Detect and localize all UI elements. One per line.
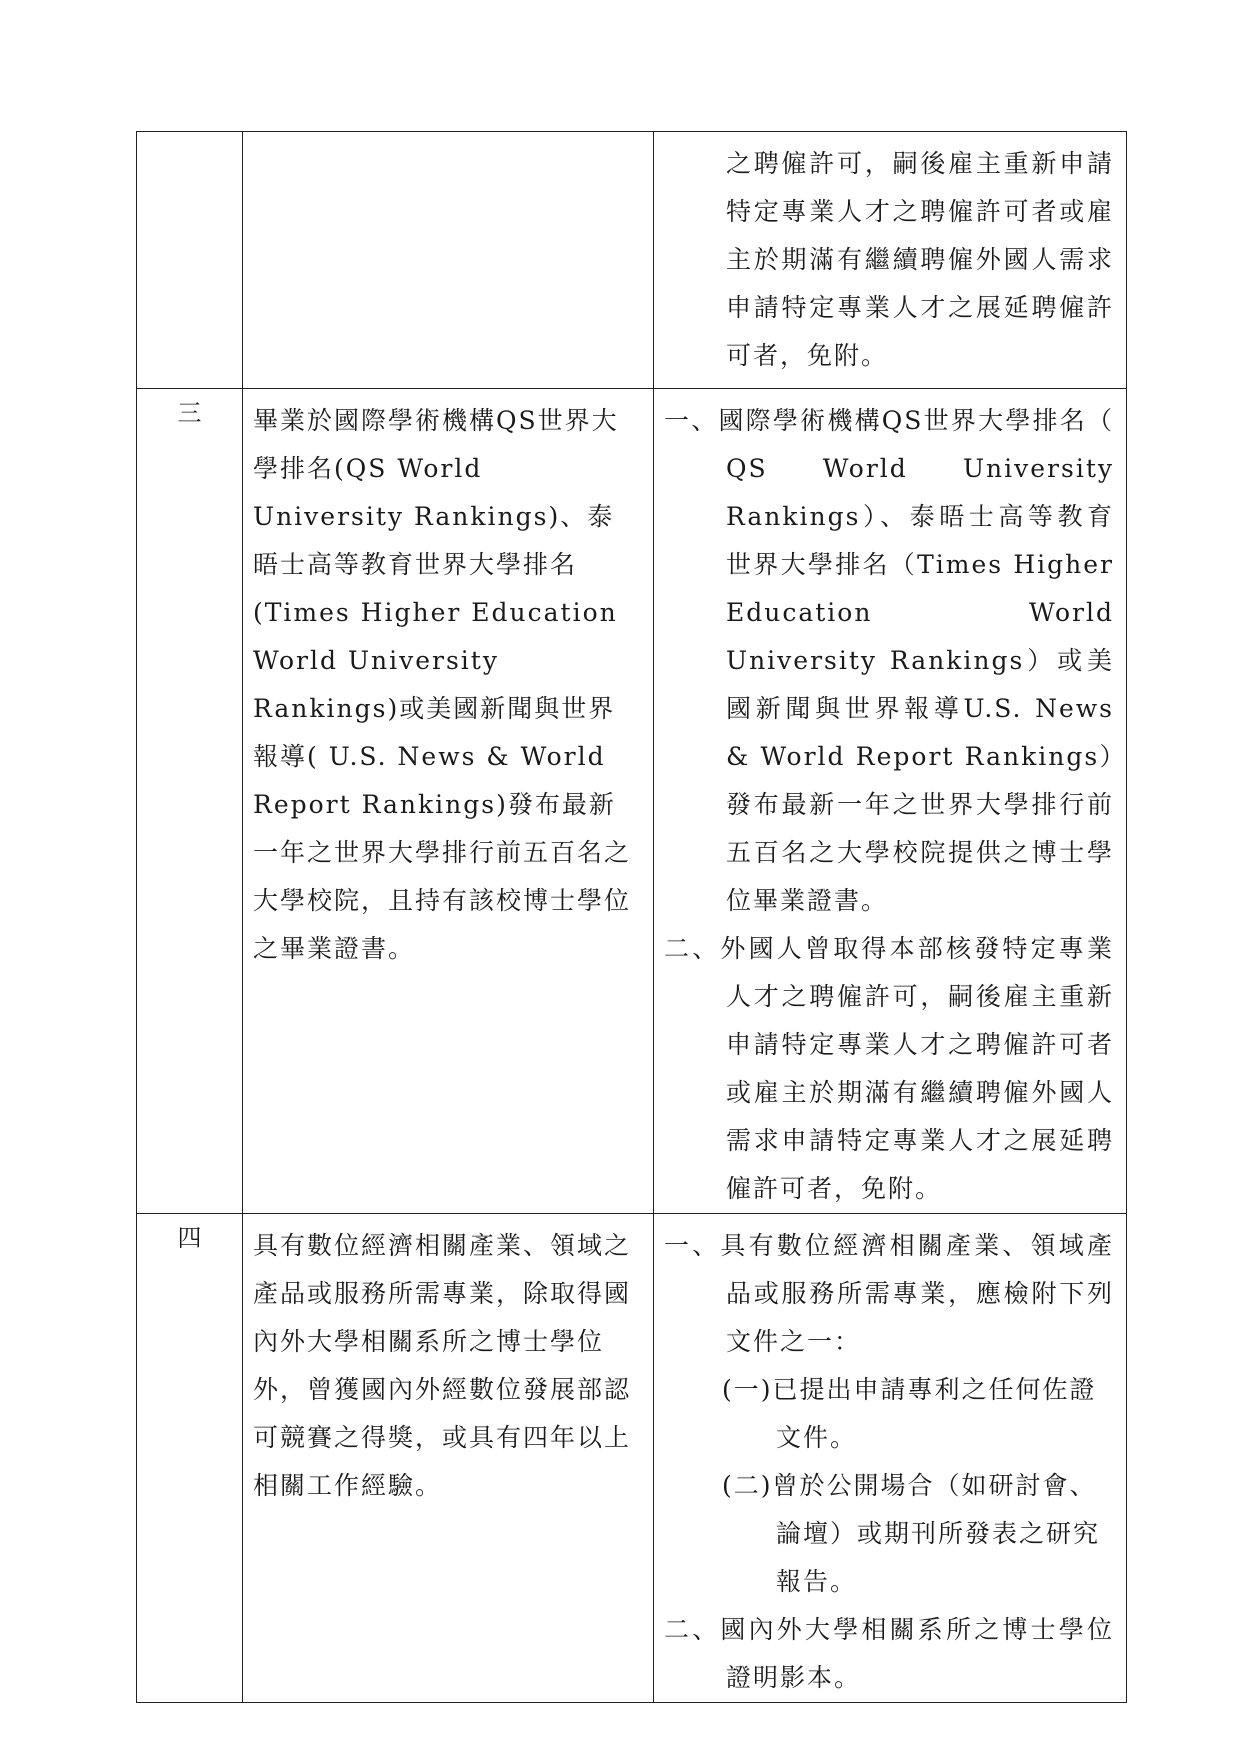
row-number-cell: 三 — [137, 389, 243, 1214]
item-marker: 二、 — [664, 934, 721, 963]
table-row — [137, 132, 1127, 389]
condition-cell — [243, 1214, 654, 1703]
documents-cell — [654, 1214, 1127, 1703]
requirements-table — [136, 131, 1127, 1703]
continued-text: 之聘僱許可，嗣後雇主重新申請特定專業人才之聘僱許可者或雇主於期滿有繼續聘僱外國人需求申請特定專業人才之展延聘僱許可者，免附。 — [726, 149, 1114, 370]
documents-cell — [654, 132, 1127, 389]
condition-cell — [243, 389, 654, 1214]
document-subitem — [664, 1366, 1114, 1462]
condition-text: 具有數位經濟相關產業、領域之產品或服務所需專業，除取得國內外大學相關系所之博士學位外，曾獲國內外經數位發展部認可競賽之得獎，或具有四年以上相關工作經驗。 — [253, 1231, 632, 1500]
document-subitem — [664, 1462, 1114, 1606]
documents-cell — [654, 389, 1127, 1214]
item-marker: 一、 — [664, 406, 719, 435]
subitem-marker: (二) — [722, 1471, 773, 1500]
condition-cell — [243, 132, 654, 389]
item-text: 外國人曾取得本部核發特定專業人才之聘僱許可，嗣後雇主重新申請特定專業人才之聘僱許可者或雇主於期滿有繼續聘僱外國人需求申請特定專業人才之展延聘僱許可者，免附。 — [720, 934, 1114, 1203]
item-text: 國內外大學相關系所之博士學位證明影本。 — [720, 1615, 1114, 1692]
table-row — [137, 389, 1127, 1214]
item-marker: 一、 — [664, 1231, 721, 1260]
document-item — [664, 1222, 1114, 1366]
table-row — [137, 1214, 1127, 1703]
subitem-marker: (一) — [722, 1375, 773, 1404]
item-marker: 二、 — [664, 1615, 721, 1644]
item-text: 國際學術機構QS世界大學排名（ QS World University Rankings）、泰晤士高等教育世界大學排名（Times Higher Education World University Rankings）或美國新聞與世界報導U.S. News & World Report Rankings）發布最新一年之世界大學排行前五百名之大學校院提供之博士學位畢業證書。 — [718, 406, 1114, 915]
item-text: 具有數位經濟相關產業、領域產品或服務所需專業，應檢附下列文件之一： — [720, 1231, 1114, 1356]
document-item — [664, 1606, 1114, 1702]
document-item — [664, 925, 1114, 1213]
document-item — [664, 397, 1114, 925]
subitem-text: 曾於公開場合（如研討會、論壇）或期刊所發表之研究報告。 — [772, 1471, 1101, 1596]
subitem-text: 已提出申請專利之任何佐證文件。 — [772, 1375, 1097, 1452]
condition-text: 畢業於國際學術機構QS世界大學排名(QS World University Rankings)、泰晤士高等教育世界大學排名(Times Higher Education World University Rankings)或美國新聞與世界報導( U.S. News & World Report Rankings)發布最新一年之世界大學排行前五百名之大學校院，且持有該校博士學位之畢業證書。 — [253, 406, 632, 963]
row-number-cell: 四 — [137, 1214, 243, 1703]
row-number-cell — [137, 132, 243, 389]
